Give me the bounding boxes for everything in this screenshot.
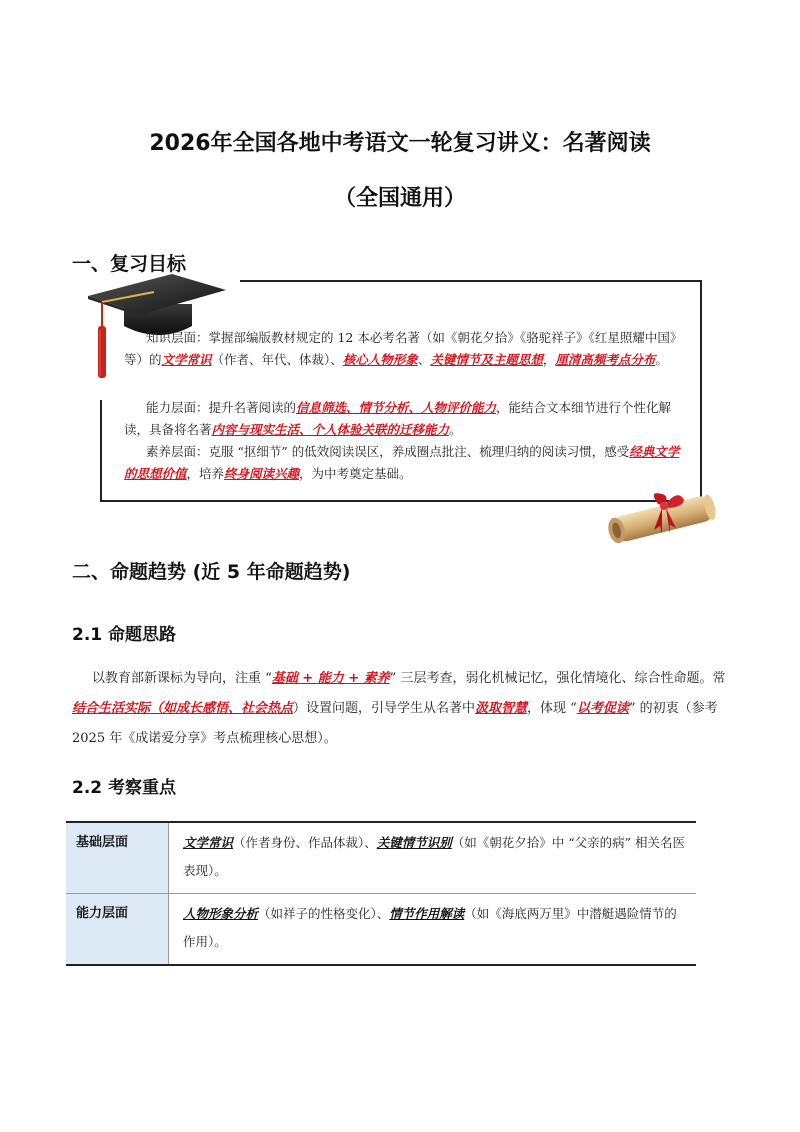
goal-highlight: 内容与现实生活、个人体验关联的迁移能力 [211, 422, 450, 437]
body-highlight: 汲取智慧 [475, 701, 528, 716]
row-content [169, 894, 697, 966]
goal-text: 、 [417, 352, 431, 367]
goal-highlight: 文学常识 [161, 352, 212, 367]
body-highlight: 以考促读 [576, 701, 629, 716]
body-highlight: 基础 + 能力 + 素养 [271, 671, 390, 686]
approach-paragraph [72, 664, 732, 754]
body-text: ，体现 “ [527, 701, 577, 716]
subheading-focus: 2.2 考察重点 [72, 778, 177, 798]
table-text: （如《朝花夕拾》中 “父亲的病” 相关名医表现）。 [183, 835, 686, 878]
row-label: 基础层面 [66, 822, 169, 894]
body-text: ）设置问题，引导学生从名著中 [293, 701, 476, 716]
doc-title: 2026年全国各地中考语文一轮复习讲义：名著阅读 [149, 131, 651, 156]
goal-text: ，为中考奠定基础。 [299, 466, 412, 481]
section-heading-goals: 一、复习目标 [72, 253, 187, 275]
table-row [66, 894, 696, 966]
doc-subtitle: （全国通用） [333, 186, 466, 211]
body-highlight: 结合生活实际（如成长感悟、社会热点 [72, 701, 294, 716]
goal-text: 。 [449, 422, 462, 437]
goal-highlight: 核心人物形象 [342, 352, 418, 367]
body-text: 以教育部新课标为导向，注重 “ [92, 671, 272, 686]
goal-text: ，能结合文本细节进行个性化解读，具备将名著 [124, 400, 672, 437]
goal-highlight: 终身阅读兴趣 [224, 466, 300, 481]
goal-text: 能力层面：提升名著阅读的 [146, 400, 297, 415]
table-text: （如《海底两万里》中潜艇遇险情节的作用）。 [183, 906, 677, 949]
goal-ability [124, 397, 680, 441]
table-text: （作者身份、作品体裁）、 [233, 835, 377, 850]
goal-highlight: 信息筛选、情节分析、人物评价能力 [296, 400, 497, 415]
goal-highlight: 厘清高频考点分布 [555, 352, 656, 367]
table-row [66, 822, 696, 894]
goal-text: 知识层面：掌握部编版教材规定的 12 本必考名著（如《朝花夕拾》《骆驼祥子》《红星照耀中国》等）的 [124, 330, 677, 367]
goal-highlight: 经典文学的思想价值 [124, 444, 680, 481]
goal-text: 素养层面：克服 “抠细节” 的低效阅读误区，养成圈点批注、梳理归纳的阅读习惯，感受 [146, 444, 630, 459]
subheading-approach: 2.1 命题思路 [72, 625, 177, 645]
focus-table [66, 821, 696, 966]
goal-knowledge [124, 327, 680, 371]
goal-text: （作者、年代、体裁）、 [211, 352, 343, 367]
goal-highlight: 关键情节及主题思想 [430, 352, 543, 367]
goal-text: 。 [655, 352, 668, 367]
table-key-term: 文学常识 [183, 835, 234, 850]
body-text: ” 三层考查，弱化机械记忆，强化情境化、综合性命题。常 [389, 671, 726, 686]
row-label: 能力层面 [66, 894, 169, 966]
section-heading-trend: 二、命题趋势 (近 5 年命题趋势) [72, 561, 351, 583]
body-text: ” 的初衷（参考 2025 年《成诺爱分享》考点梳理核心思想）。 [72, 701, 718, 746]
row-content [169, 822, 697, 894]
goals-frame-left-border [100, 400, 102, 502]
goal-text: ，培养 [186, 466, 225, 481]
table-key-term: 人物形象分析 [183, 906, 259, 921]
table-key-term: 情节作用解读 [389, 906, 465, 921]
diploma-scroll-icon [600, 484, 724, 544]
table-key-term: 关键情节识别 [376, 835, 452, 850]
goal-literacy [124, 441, 680, 485]
table-text: （如祥子的性格变化）、 [258, 906, 390, 921]
goal-text: ， [542, 352, 556, 367]
